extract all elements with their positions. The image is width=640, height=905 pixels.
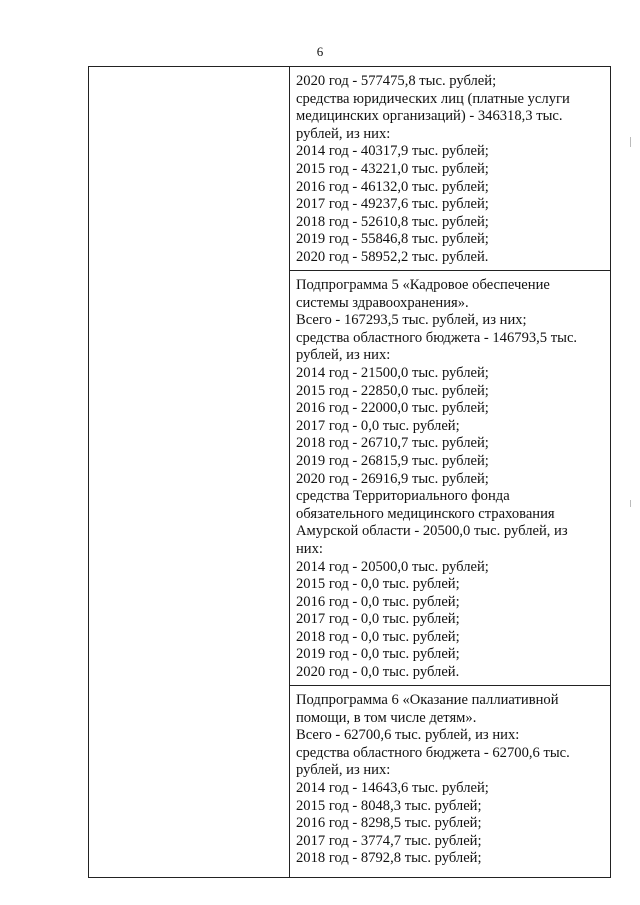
funding-table (88, 66, 611, 878)
text-line: средства областного бюджета - 146793,5 тыс. (296, 329, 578, 346)
text-line: обязательного медицинского страхования (296, 505, 555, 522)
text-line: Всего - 167293,5 тыс. рублей, из них; (296, 312, 527, 329)
text-line: 2018 год - 52610,8 тыс. рублей; (296, 213, 489, 230)
text-line: Всего - 62700,6 тыс. рублей, из них: (296, 727, 520, 744)
text-line: 2016 год - 8298,5 тыс. рублей; (296, 815, 482, 832)
text-line: 2017 год - 0,0 тыс. рублей; (296, 611, 460, 628)
table-cell-funding-continuation (290, 67, 610, 270)
table-left-column (89, 67, 290, 877)
text-line: 2015 год - 43221,0 тыс. рублей; (296, 160, 489, 177)
text-line: 2018 год - 0,0 тыс. рублей; (296, 628, 460, 645)
text-line: 2016 год - 46132,0 тыс. рублей; (296, 178, 489, 195)
text-line: системы здравоохранения». (296, 294, 469, 311)
text-line: 2015 год - 0,0 тыс. рублей; (296, 576, 460, 593)
text-line: Подпрограмма 6 «Оказание паллиативной (296, 692, 559, 708)
text-line: рублей, из них: (296, 762, 391, 779)
margin-scan-mark (630, 137, 631, 147)
text-line: 2019 год - 55846,8 тыс. рублей; (296, 231, 489, 248)
text-line: 2018 год - 26710,7 тыс. рублей; (296, 435, 489, 452)
margin-scan-mark (630, 500, 631, 507)
text-line: 2020 год - 577475,8 тыс. рублей; (296, 73, 497, 89)
text-line: 2015 год - 22850,0 тыс. рублей; (296, 382, 489, 399)
text-line: рублей, из них: (296, 347, 391, 364)
text-line: 2016 год - 0,0 тыс. рублей; (296, 593, 460, 610)
text-line: 2017 год - 0,0 тыс. рублей; (296, 417, 460, 434)
page-number: 6 (316, 44, 324, 59)
text-line: них: (296, 540, 323, 557)
text-line: помощи, в том числе детям». (296, 709, 477, 726)
text-line: 2019 год - 26815,9 тыс. рублей; (296, 452, 489, 469)
text-line: средства областного бюджета - 62700,6 тыс. (296, 744, 570, 761)
text-line: 2019 год - 0,0 тыс. рублей; (296, 646, 460, 663)
text-line: Амурской области - 20500,0 тыс. рублей, из (296, 523, 568, 540)
text-line: 2020 год - 0,0 тыс. рублей. (296, 664, 460, 681)
text-line: 2017 год - 49237,6 тыс. рублей; (296, 196, 489, 213)
text-line: 2014 год - 21500,0 тыс. рублей; (296, 364, 489, 381)
text-line: средства юридических лиц (платные услуги (296, 90, 570, 107)
text-line: 2016 год - 22000,0 тыс. рублей; (296, 400, 489, 417)
text-line: 2015 год - 8048,3 тыс. рублей; (296, 797, 482, 814)
text-line: 2014 год - 20500,0 тыс. рублей; (296, 558, 489, 575)
text-line: рублей, из них: (296, 125, 391, 142)
text-line: 2017 год - 3774,7 тыс. рублей; (296, 832, 482, 849)
text-line: 2014 год - 14643,6 тыс. рублей; (296, 779, 489, 796)
text-line: 2014 год - 40317,9 тыс. рублей; (296, 143, 489, 160)
text-line: медицинских организаций) - 346318,3 тыс. (296, 108, 563, 125)
text-line: 2018 год - 8792,8 тыс. рублей; (296, 850, 482, 867)
text-line: 2020 год - 58952,2 тыс. рублей. (296, 248, 489, 265)
table-cell-subprogram-6 (290, 685, 610, 879)
text-line: средства Территориального фонда (296, 488, 510, 505)
text-line: Подпрограмма 5 «Кадровое обеспечение (296, 277, 550, 293)
table-right-column (290, 67, 610, 877)
table-cell-subprogram-5 (290, 270, 610, 685)
text-line: 2020 год - 26916,9 тыс. рублей; (296, 470, 489, 487)
